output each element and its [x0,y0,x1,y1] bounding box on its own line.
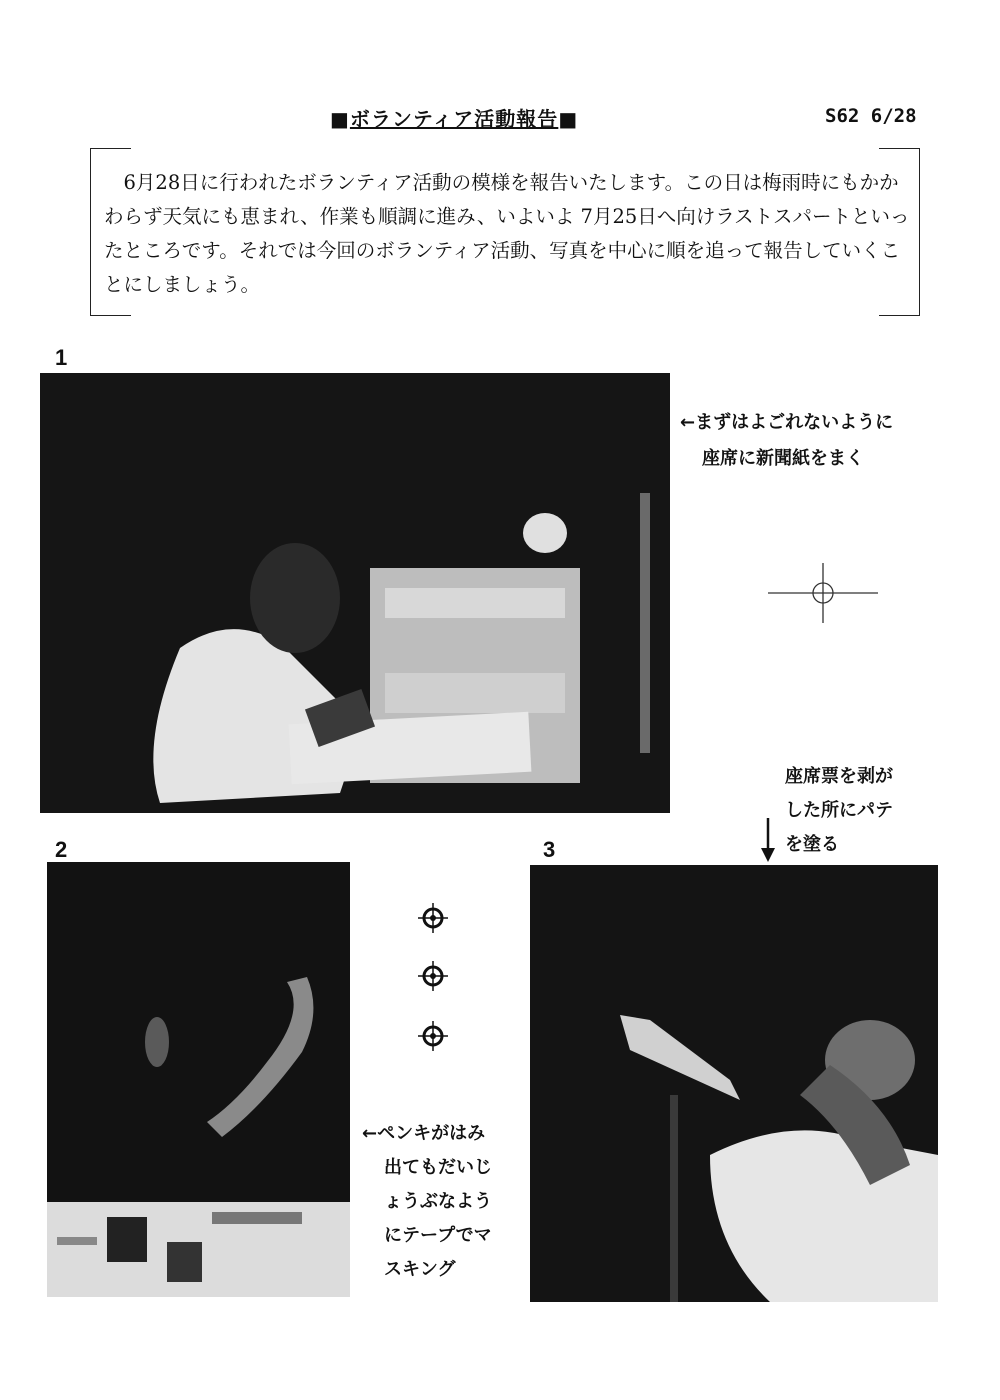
caption-line: ょうぶなよう [384,1191,492,1212]
registration-mark-icon [418,1021,448,1051]
photo-2-image [47,862,350,1297]
photo-2-number: 2 [55,837,68,862]
registration-marks [418,903,448,937]
title-suffix: ■ [558,107,579,131]
crosshair-icon [768,563,878,623]
caption-line: ←ペンキがはみ [362,1123,486,1144]
photo-3-caption [785,760,893,862]
photo-1-caption [680,405,893,477]
caption-line: を塗る [785,834,839,855]
page-title [330,103,578,132]
title-prefix: ■ [330,107,350,131]
arrow-down-icon [758,818,778,862]
photo-2 [47,862,350,1297]
photo-1-number: 1 [55,345,68,370]
photo-3-number: 3 [543,837,556,862]
intro-text: 6月28日に行われたボランティア活動の模様を報告いたします。この日は梅雨時にもかかわらず天気にも恵まれ、作業も順調に進み、いよいよ 7月25日へ向けラストスパートといったところです。それでは今回のボランティア活動、写真を中心に順を追って報告していくことにしましょう。 [104,171,910,296]
registration-mark-icon [418,903,448,933]
caption-line: 座席票を剥が [785,766,893,787]
caption-line: した所にパテ [785,800,893,821]
photo-1 [40,373,670,813]
caption-line: 出てもだいじ [384,1157,492,1178]
caption-line: スキング [384,1259,456,1280]
caption-line: にテープでマ [384,1225,492,1246]
photo-1-image [40,373,670,813]
photo-2-caption [362,1117,492,1287]
photo-3 [530,865,938,1302]
title-text: ボランティア活動報告 [349,107,559,131]
caption-line: ←まずはよごれないように [680,412,894,433]
report-date: S62 6/28 [825,105,917,127]
registration-mark-icon [418,961,448,991]
intro-box [90,148,920,318]
photo-3-image [530,865,938,1302]
caption-line: 座席に新聞紙をまく [702,448,864,469]
